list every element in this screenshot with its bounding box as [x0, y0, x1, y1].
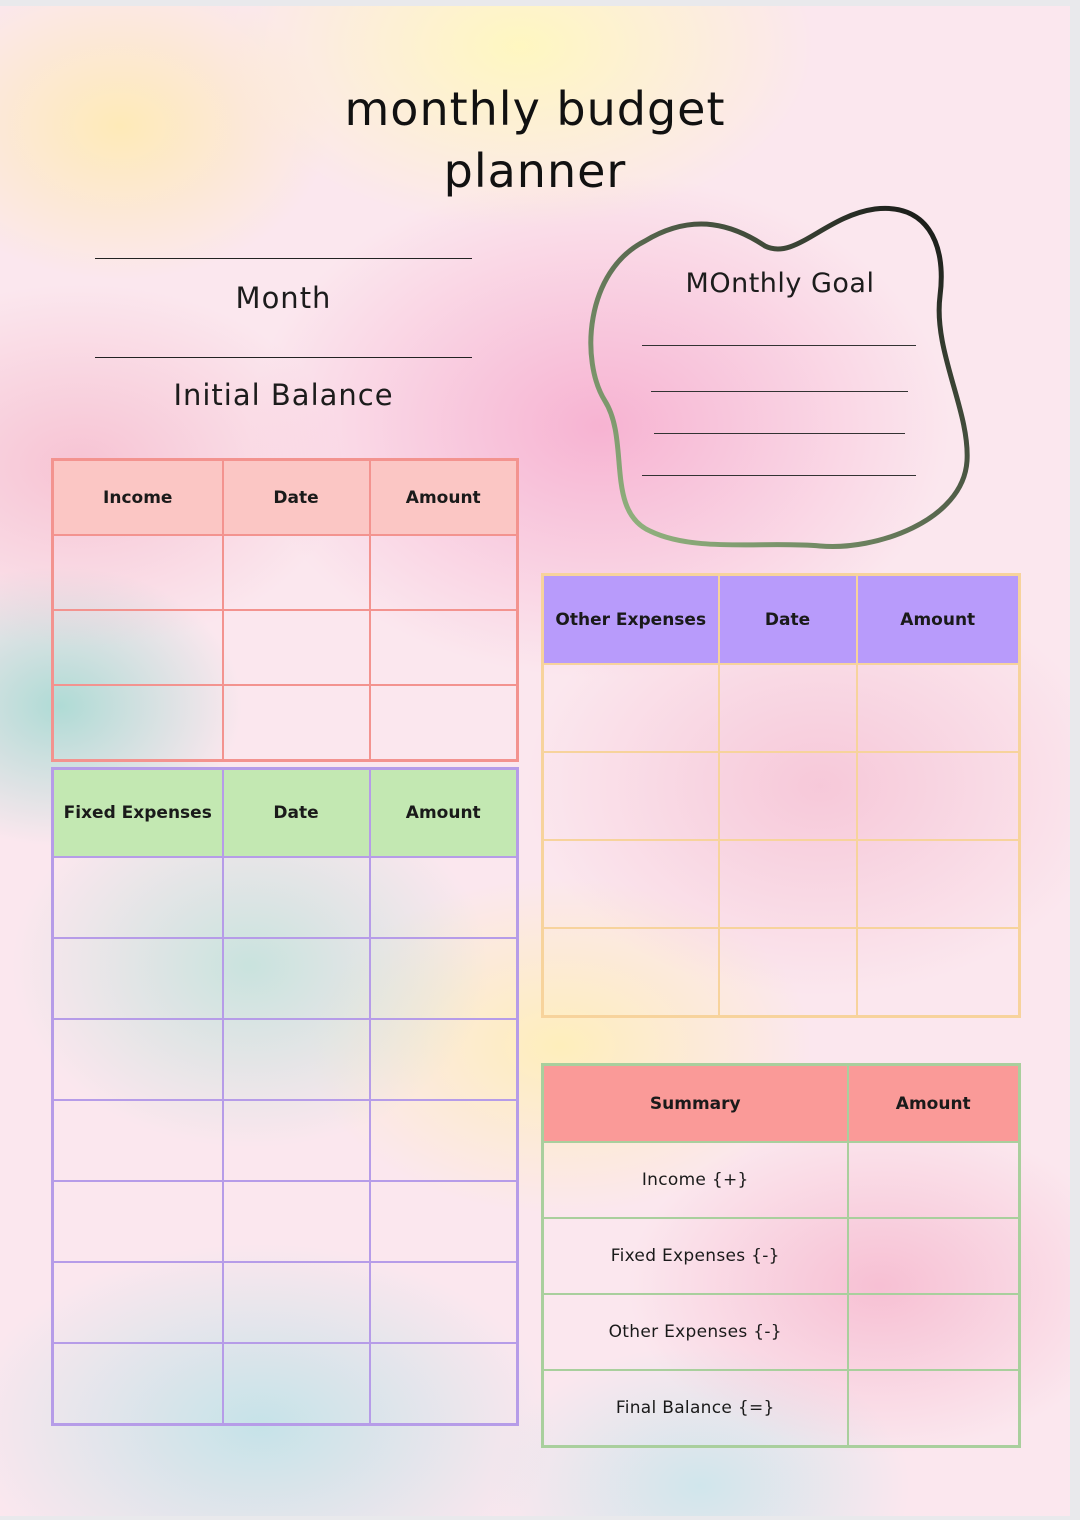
fixed-expenses-column-header: Fixed Expenses	[53, 769, 223, 858]
table-cell[interactable]	[53, 1262, 223, 1343]
table-cell[interactable]	[53, 1181, 223, 1262]
table-row	[53, 535, 518, 610]
table-row	[53, 610, 518, 685]
fixed-expenses-table	[51, 767, 519, 1426]
table-row	[53, 1181, 518, 1262]
goal-write-line[interactable]	[642, 475, 916, 476]
goal-write-line[interactable]	[642, 345, 916, 346]
income-table	[51, 458, 519, 762]
table-cell[interactable]	[223, 1019, 370, 1100]
table-row	[543, 840, 1020, 928]
date-column-header: Date	[223, 460, 370, 536]
table-cell[interactable]	[857, 928, 1020, 1017]
table-cell[interactable]	[53, 938, 223, 1019]
table-cell[interactable]	[370, 1343, 518, 1425]
table-cell[interactable]	[53, 685, 223, 761]
initial-balance-label: Initial Balance	[173, 378, 394, 412]
other-expenses-column-header: Other Expenses	[543, 575, 719, 665]
summary-column-header: Summary	[543, 1065, 848, 1143]
table-cell[interactable]	[53, 1019, 223, 1100]
table-row	[543, 1294, 1020, 1370]
amount-column-header: Amount	[848, 1065, 1020, 1143]
monthly-goal-frame	[575, 201, 985, 561]
monthly-goal-title: MOnthly Goal	[685, 268, 875, 299]
table-header-row	[543, 1065, 1020, 1143]
table-cell[interactable]	[223, 857, 370, 938]
table-cell[interactable]	[543, 928, 719, 1017]
table-row	[53, 857, 518, 938]
table-cell[interactable]	[543, 752, 719, 840]
table-cell[interactable]	[848, 1218, 1020, 1294]
table-cell[interactable]	[370, 535, 518, 610]
table-row	[543, 1218, 1020, 1294]
table-cell[interactable]	[223, 938, 370, 1019]
summary-income-label: Income {+}	[543, 1142, 848, 1218]
summary-other-expenses-label: Other Expenses {-}	[543, 1294, 848, 1370]
table-cell[interactable]	[370, 857, 518, 938]
table-cell[interactable]	[719, 752, 857, 840]
table-cell[interactable]	[848, 1142, 1020, 1218]
table-header-row	[543, 575, 1020, 665]
date-column-header: Date	[719, 575, 857, 665]
table-row	[543, 1142, 1020, 1218]
table-cell[interactable]	[370, 685, 518, 761]
goal-write-line[interactable]	[654, 433, 905, 434]
table-row	[543, 752, 1020, 840]
table-cell[interactable]	[223, 1343, 370, 1425]
month-write-line[interactable]	[95, 258, 472, 259]
table-cell[interactable]	[53, 610, 223, 685]
table-cell[interactable]	[370, 1100, 518, 1181]
date-column-header: Date	[223, 769, 370, 858]
goal-write-line[interactable]	[651, 391, 908, 392]
month-label: Month	[235, 281, 332, 315]
table-cell[interactable]	[370, 1181, 518, 1262]
table-cell[interactable]	[223, 685, 370, 761]
page-title-line-1: monthly budget	[344, 82, 726, 136]
amount-column-header: Amount	[370, 460, 518, 536]
table-cell[interactable]	[719, 840, 857, 928]
summary-fixed-expenses-label: Fixed Expenses {-}	[543, 1218, 848, 1294]
table-cell[interactable]	[857, 664, 1020, 752]
planner-page	[0, 6, 1070, 1516]
table-row	[543, 664, 1020, 752]
table-row	[543, 1370, 1020, 1447]
summary-final-balance-label: Final Balance {=}	[543, 1370, 848, 1447]
table-cell[interactable]	[848, 1294, 1020, 1370]
table-cell[interactable]	[543, 664, 719, 752]
table-cell[interactable]	[53, 1343, 223, 1425]
other-expenses-table	[541, 573, 1021, 1018]
table-cell[interactable]	[223, 1262, 370, 1343]
table-cell[interactable]	[53, 857, 223, 938]
table-cell[interactable]	[223, 1181, 370, 1262]
amount-column-header: Amount	[857, 575, 1020, 665]
table-row	[53, 938, 518, 1019]
table-row	[53, 1019, 518, 1100]
table-cell[interactable]	[370, 1019, 518, 1100]
table-row	[53, 1343, 518, 1425]
table-header-row	[53, 769, 518, 858]
initial-balance-write-line[interactable]	[95, 357, 472, 358]
table-cell[interactable]	[223, 535, 370, 610]
table-cell[interactable]	[543, 840, 719, 928]
table-cell[interactable]	[370, 938, 518, 1019]
table-row	[543, 928, 1020, 1017]
page-title-line-2: planner	[443, 144, 627, 198]
table-cell[interactable]	[719, 928, 857, 1017]
table-cell[interactable]	[857, 752, 1020, 840]
table-header-row	[53, 460, 518, 536]
table-row	[53, 1100, 518, 1181]
table-row	[53, 1262, 518, 1343]
table-cell[interactable]	[370, 1262, 518, 1343]
table-row	[53, 685, 518, 761]
amount-column-header: Amount	[370, 769, 518, 858]
income-column-header: Income	[53, 460, 223, 536]
summary-table	[541, 1063, 1021, 1448]
table-cell[interactable]	[53, 1100, 223, 1181]
table-cell[interactable]	[53, 535, 223, 610]
table-cell[interactable]	[719, 664, 857, 752]
table-cell[interactable]	[223, 610, 370, 685]
table-cell[interactable]	[848, 1370, 1020, 1447]
table-cell[interactable]	[223, 1100, 370, 1181]
table-cell[interactable]	[857, 840, 1020, 928]
table-cell[interactable]	[370, 610, 518, 685]
